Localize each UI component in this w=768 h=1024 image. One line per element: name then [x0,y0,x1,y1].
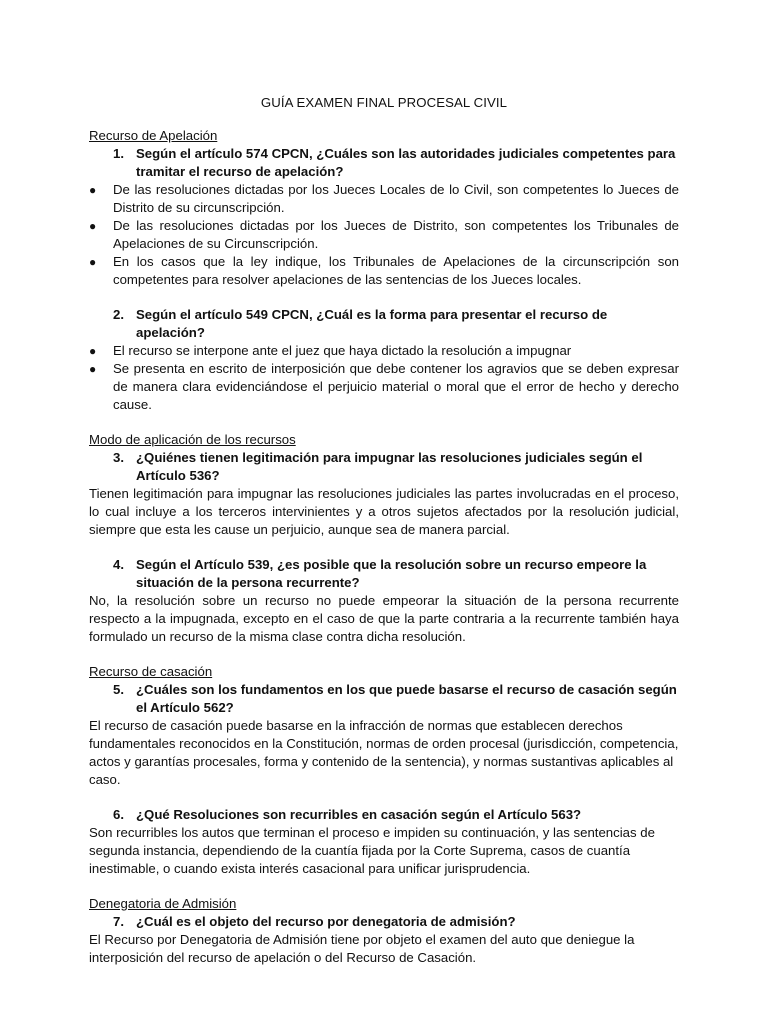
bullet-icon: ● [89,344,97,358]
question-1 [89,145,679,181]
spacer [89,789,679,806]
spacer [89,646,679,663]
spacer [89,878,679,895]
bullet-list [89,181,679,289]
question-2 [89,306,679,342]
spacer [89,289,679,306]
list-item [89,360,679,414]
spacer [89,414,679,431]
bullet-list [89,342,679,414]
bullet-icon: ● [89,183,97,197]
bullet-icon: ● [89,255,97,269]
section-title-denegatoria: Denegatoria de Admisión [89,896,237,911]
question-number: 3. [113,450,124,465]
question-text: ¿Qué Resoluciones son recurribles en casación según el Artículo 563? [136,807,582,822]
list-item [89,342,679,360]
section-title-casacion: Recurso de casación [89,664,213,679]
list-item [89,253,679,289]
question-3 [89,449,679,485]
question-4 [89,556,679,592]
question-number: 2. [113,307,124,322]
answer-text: No, la resolución sobre un recurso no puede empeorar la situación de la persona recurrente respecto a la impugnada, excepto en el caso de que la parte contraria a la recurrente también haya formulado un recurso de la misma clase contra dicha resolución. [89,593,679,644]
question-text: Según el artículo 574 CPCN, ¿Cuáles son las autoridades judiciales competentes para tramitar el recurso de apelación? [136,146,676,179]
list-item [89,217,679,253]
question-6 [89,806,679,824]
question-number: 5. [113,682,124,697]
list-item [89,181,679,217]
list-item-text: Se presenta en escrito de interposición que debe contener los agravios que se deben expresar de manera clara evidenciándose el perjuicio material o moral que el error de hecho y derecho cause. [113,361,679,412]
document-title: GUÍA EXAMEN FINAL PROCESAL CIVIL [260,95,508,110]
section-title-modo-aplicacion: Modo de aplicación de los recursos [89,432,296,447]
question-5 [89,681,679,717]
bullet-icon: ● [89,362,97,376]
list-item-text: El recurso se interpone ante el juez que haya dictado la resolución a impugnar [113,343,572,358]
question-number: 1. [113,146,124,161]
answer-text: El Recurso por Denegatoria de Admisión tiene por objeto el examen del auto que deniegue la interposición del recurso de apelación o del Recurso de Casación. [89,932,635,965]
answer-text: El recurso de casación puede basarse en la infracción de normas que establecen derechos fundamentales reconocidos en la Constitución, normas de orden procesal (jurisdicción, competencia, actos y garantías procesales, forma y contenido de la sentencia), y normas sustantivas aplicables al caso. [89,718,679,787]
bullet-icon: ● [89,219,97,233]
question-number: 7. [113,914,124,929]
question-text: ¿Quiénes tienen legitimación para impugnar las resoluciones judiciales según el Artículo 536? [136,450,643,483]
answer-text: Tienen legitimación para impugnar las resoluciones judiciales las partes involucradas en el proceso, lo cual incluye a los terceros intervinientes y a otros sujetos afectados por la resolución judicial, siempre que esta les cause un perjuicio, aunque sea de manera parcial. [89,486,679,537]
list-item-text: De las resoluciones dictadas por los Jueces de Distrito, son competentes los Tribunales de Apelaciones de su Circunscripción. [113,218,679,251]
spacer [89,539,679,556]
question-number: 6. [113,807,124,822]
section-title-apelacion: Recurso de Apelación [89,128,218,143]
question-text: ¿Cuál es el objeto del recurso por denegatoria de admisión? [136,914,516,929]
question-text: ¿Cuáles son los fundamentos en los que puede basarse el recurso de casación según el Artículo 562? [136,682,677,715]
list-item-text: De las resoluciones dictadas por los Jueces Locales de lo Civil, son competentes lo Jueces de Distrito de su circunscripción. [113,182,679,215]
list-item-text: En los casos que la ley indique, los Tribunales de Apelaciones de la circunscripción son competentes para resolver apelaciones de las sentencias de los Jueces locales. [113,254,679,287]
question-number: 4. [113,557,124,572]
question-text: Según el artículo 549 CPCN, ¿Cuál es la forma para presentar el recurso de apelación? [136,307,608,340]
question-text: Según el Artículo 539, ¿es posible que la resolución sobre un recurso empeore la situación de la persona recurrente? [136,557,647,590]
question-7 [89,913,679,931]
answer-text: Son recurribles los autos que terminan el proceso e impiden su continuación, y las sentencias de segunda instancia, dependiendo de la cuantía fijada por la Corte Suprema, casos de cuantía inestimable, o cuando exista interés casacional para unificar jurisprudencia. [89,825,655,876]
